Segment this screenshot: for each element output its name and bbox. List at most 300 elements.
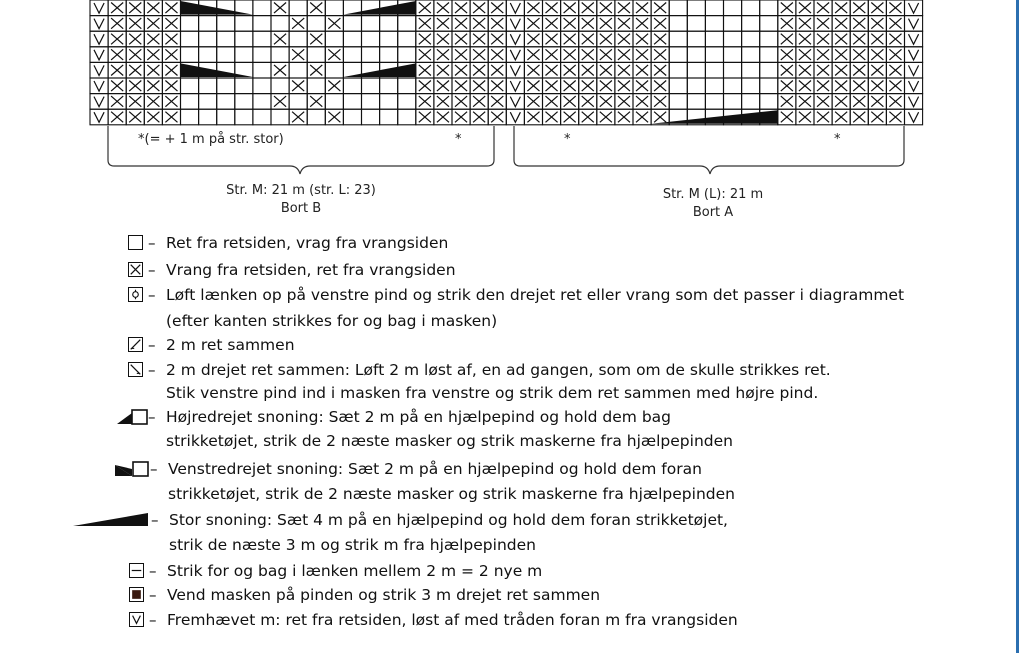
chart-cell (742, 31, 760, 47)
chart-cell (162, 47, 180, 63)
chart-cell (543, 31, 561, 47)
chart-cell (235, 94, 253, 110)
chart-cell (199, 16, 217, 32)
chart-cell (380, 31, 398, 47)
chart-cell (524, 16, 542, 32)
chart-cell (905, 47, 923, 63)
chart-cell (760, 62, 778, 78)
chart-cell (398, 47, 416, 63)
chart-cell (199, 109, 217, 125)
legend-dash: – (148, 286, 156, 304)
legend-text: Stor snoning: Sæt 4 m på en hjælpepind og hold dem foran strikketøjet, (169, 511, 728, 529)
chart-cell (850, 94, 868, 110)
x-square-icon (128, 262, 143, 277)
chart-cell (307, 47, 325, 63)
chart-cell (778, 31, 796, 47)
chart-cell (760, 16, 778, 32)
chart-cell (126, 78, 144, 94)
legend-dash: – (148, 234, 156, 252)
chart-cell (724, 0, 742, 16)
chart-cell (561, 94, 579, 110)
chart-cell (506, 62, 524, 78)
chart-cell (271, 94, 289, 110)
chart-cell (886, 78, 904, 94)
chart-cell (488, 62, 506, 78)
chart-cell (633, 94, 651, 110)
v-square-icon (129, 612, 144, 627)
chart-cell (796, 0, 814, 16)
chart-cell (905, 0, 923, 16)
chart-cell (814, 78, 832, 94)
chart-cell (705, 94, 723, 110)
ssk-icon (128, 362, 143, 377)
chart-cell (90, 47, 108, 63)
chart-cell (724, 62, 742, 78)
chart-cell (434, 31, 452, 47)
chart-cell (597, 0, 615, 16)
chart-cell (289, 62, 307, 78)
chart-cell (597, 62, 615, 78)
chart-cell (905, 16, 923, 32)
chart-cell (488, 31, 506, 47)
chart-cell (271, 31, 289, 47)
chart-cell (687, 0, 705, 16)
chart-cell (868, 0, 886, 16)
chart-cell (561, 0, 579, 16)
bort-b-title: Bort B (280, 201, 322, 216)
chart-cell (687, 47, 705, 63)
chart-cell (814, 47, 832, 63)
chart-cell (651, 62, 669, 78)
chart-cell (452, 109, 470, 125)
legend-text: Vrang fra retsiden, ret fra vrangsiden (166, 261, 456, 279)
chart-cell (470, 31, 488, 47)
chart-cell (579, 16, 597, 32)
chart-cell (398, 78, 416, 94)
chart-cell (832, 78, 850, 94)
size-note: *(= + 1 m på str. stor) (138, 132, 284, 147)
chart-cell (705, 62, 723, 78)
chart-cell (108, 62, 126, 78)
chart-cell (217, 109, 235, 125)
chart-cell (778, 16, 796, 32)
chart-cell (162, 16, 180, 32)
chart-cell (253, 78, 271, 94)
chart-cell (687, 62, 705, 78)
chart-cell (543, 94, 561, 110)
chart-cell (434, 47, 452, 63)
chart-cell (488, 47, 506, 63)
chart-cell (543, 16, 561, 32)
chart-cell (615, 109, 633, 125)
chart-cell (633, 0, 651, 16)
star-mark: * (455, 132, 462, 147)
chart-cell (868, 16, 886, 32)
star-mark: * (564, 132, 571, 147)
legend-dash: – (149, 611, 157, 629)
chart-cell (868, 31, 886, 47)
chart-cell (108, 78, 126, 94)
legend-text: Vend masken på pinden og strik 3 m drejet ret sammen (167, 586, 601, 604)
right-cable-icon (116, 409, 150, 425)
legend-text: 2 m ret sammen (166, 336, 295, 354)
chart-cell (488, 0, 506, 16)
chart-cell (724, 47, 742, 63)
chart-cell (235, 78, 253, 94)
chart-cell (705, 31, 723, 47)
chart-cell (253, 16, 271, 32)
chart-cell (90, 31, 108, 47)
chart-cell (434, 94, 452, 110)
chart-cell (452, 31, 470, 47)
chart-cell (524, 62, 542, 78)
chart-cell (162, 109, 180, 125)
chart-cell (850, 47, 868, 63)
legend-text: Strik for og bag i lænken mellem 2 m = 2 nye m (167, 562, 543, 580)
chart-cell (615, 62, 633, 78)
chart-cell (416, 109, 434, 125)
chart-cell (579, 62, 597, 78)
chart-cell (561, 62, 579, 78)
chart-cell (289, 31, 307, 47)
chart-cell (814, 16, 832, 32)
chart-cell (343, 16, 361, 32)
chart-cell (362, 47, 380, 63)
chart-cell (289, 78, 307, 94)
chart-cell (724, 31, 742, 47)
chart-cell (289, 0, 307, 16)
chart-cell (796, 47, 814, 63)
chart-cell (434, 109, 452, 125)
legend-text-cont: strikketøjet, strik de 2 næste masker og strik maskerne fra hjælpepinden (168, 485, 735, 503)
chart-cell (307, 94, 325, 110)
chart-cell (217, 94, 235, 110)
star-mark: * (834, 132, 841, 147)
chart-cell (669, 0, 687, 16)
bort-a-title: Bort A (692, 205, 734, 220)
chart-cell (651, 16, 669, 32)
chart-cell (199, 78, 217, 94)
chart-cell (307, 109, 325, 125)
chart-cell (217, 31, 235, 47)
chart-cell (669, 31, 687, 47)
chart-cell (126, 62, 144, 78)
legend-text-cont: Stik venstre pind ind i masken fra venstre og strik dem ret sammen med højre pind. (166, 384, 819, 402)
chart-cell (398, 16, 416, 32)
chart-cell (325, 78, 343, 94)
chart-cell (452, 78, 470, 94)
chart-cell (325, 109, 343, 125)
legend-dash: – (151, 511, 159, 529)
chart-cell (271, 62, 289, 78)
chart-cell (108, 94, 126, 110)
chart-cell (108, 16, 126, 32)
chart-cell (380, 109, 398, 125)
chart-cell (398, 31, 416, 47)
chart-cell (561, 109, 579, 125)
legend-text-cont: strikketøjet, strik de 2 næste masker og strik maskerne fra hjælpepinden (166, 432, 733, 450)
chart-cell (181, 47, 199, 63)
chart-cell (886, 16, 904, 32)
chart-cell (452, 0, 470, 16)
chart-cell (597, 94, 615, 110)
chart-cell (434, 78, 452, 94)
chart-cell (579, 0, 597, 16)
chart-cell (126, 31, 144, 47)
legend-item-k2tog (0, 334, 1010, 356)
increase-icon (129, 563, 144, 578)
chart-cell (905, 31, 923, 47)
left-cable-icon (114, 461, 150, 477)
chart-cell (470, 78, 488, 94)
legend-text: Højredrejet snoning: Sæt 2 m på en hjælpepind og hold dem bag (166, 408, 671, 426)
chart-cell (362, 16, 380, 32)
legend-text: Ret fra retsiden, vrag fra vrangsiden (166, 234, 449, 252)
chart-cell (651, 0, 669, 16)
chart-cell (144, 78, 162, 94)
chart-cell (742, 62, 760, 78)
chart-cell (144, 94, 162, 110)
chart-cell (543, 47, 561, 63)
legend-item-slipped (0, 609, 1010, 631)
chart-cell (126, 47, 144, 63)
chart-cell (253, 47, 271, 63)
chart-cell (271, 47, 289, 63)
chart-cell (307, 31, 325, 47)
chart-cell (144, 0, 162, 16)
chart-cell (724, 16, 742, 32)
chart-cell (524, 31, 542, 47)
chart-cell (814, 31, 832, 47)
chart-cell (742, 94, 760, 110)
chart-cell (742, 0, 760, 16)
chart-cell (470, 0, 488, 16)
chart-cell (452, 16, 470, 32)
chart-cell (144, 16, 162, 32)
chart-cell (90, 94, 108, 110)
chart-cell (217, 78, 235, 94)
legend-dash: – (148, 336, 156, 354)
chart-cell (506, 16, 524, 32)
chart-cell (742, 16, 760, 32)
chart-cell (687, 16, 705, 32)
chart-cell (814, 94, 832, 110)
chart-cell (597, 31, 615, 47)
twisted-stitch-icon (128, 287, 143, 302)
chart-cell (814, 0, 832, 16)
chart-cell (235, 31, 253, 47)
chart-cell (181, 94, 199, 110)
chart-cell (416, 47, 434, 63)
chart-cell (90, 62, 108, 78)
legend-item-right-cable (0, 406, 1010, 428)
chart-cell (633, 47, 651, 63)
chart-cell (235, 47, 253, 63)
chart-cell (416, 94, 434, 110)
chart-cell (307, 0, 325, 16)
chart-cell (524, 0, 542, 16)
chart-cell (633, 16, 651, 32)
chart-cell (416, 0, 434, 16)
chart-cell (760, 94, 778, 110)
legend-text: Løft lænken op på venstre pind og strik den drejet ret eller vrang som det passer i diagrammet (166, 286, 905, 304)
chart-cell (362, 109, 380, 125)
chart-cell (905, 109, 923, 125)
cable-wedge (651, 110, 778, 124)
chart-cell (470, 94, 488, 110)
chart-cell (579, 94, 597, 110)
legend-dash: – (150, 460, 158, 478)
chart-cell (651, 94, 669, 110)
chart-cell (850, 62, 868, 78)
chart-cell (470, 47, 488, 63)
legend-text: Fremhævet m: ret fra retsiden, løst af med tråden foran m fra vrangsiden (167, 611, 738, 629)
chart-cell (380, 94, 398, 110)
chart-cell (669, 94, 687, 110)
chart-cell (796, 78, 814, 94)
chart-cell (524, 47, 542, 63)
legend-text: 2 m drejet ret sammen: Løft 2 m løst af, en ad gangen, som om de skulle strikkes ret. (166, 361, 831, 379)
chart-cell (778, 78, 796, 94)
chart-cell (850, 78, 868, 94)
chart-cell (651, 47, 669, 63)
chart-cell (434, 16, 452, 32)
chart-cell (343, 31, 361, 47)
chart-cell (778, 94, 796, 110)
chart-cell (886, 62, 904, 78)
chart-cell (271, 0, 289, 16)
chart-cell (506, 78, 524, 94)
knitting-chart (0, 0, 1024, 220)
chart-cell (343, 109, 361, 125)
chart-cell (597, 109, 615, 125)
chart-cell (380, 78, 398, 94)
chart-cell (488, 94, 506, 110)
chart-cell (615, 31, 633, 47)
chart-cell (325, 94, 343, 110)
chart-cell (144, 109, 162, 125)
chart-cell (561, 47, 579, 63)
chart-cell (543, 62, 561, 78)
chart-cell (886, 94, 904, 110)
chart-cell (271, 78, 289, 94)
chart-cell (760, 31, 778, 47)
legend-dash: – (148, 361, 156, 379)
chart-cell (886, 31, 904, 47)
chart-cell (488, 78, 506, 94)
chart-cell (615, 47, 633, 63)
chart-cell (705, 47, 723, 63)
chart-cell (850, 31, 868, 47)
bort-a-size-label: Str. M (L): 21 m (662, 187, 764, 202)
chart-cell (778, 109, 796, 125)
chart-cell (832, 31, 850, 47)
chart-cell (90, 109, 108, 125)
chart-cell (380, 47, 398, 63)
chart-cell (633, 109, 651, 125)
chart-cell (217, 16, 235, 32)
chart-cell (289, 94, 307, 110)
chart-cell (362, 31, 380, 47)
chart-cell (162, 78, 180, 94)
chart-cell (886, 109, 904, 125)
brace-bort-a (514, 126, 904, 174)
chart-cell (506, 31, 524, 47)
chart-cell (543, 78, 561, 94)
chart-cell (199, 47, 217, 63)
chart-cell (832, 94, 850, 110)
chart-cell (579, 47, 597, 63)
chart-cell (796, 16, 814, 32)
chart-cell (669, 47, 687, 63)
chart-cell (579, 109, 597, 125)
chart-cell (561, 31, 579, 47)
chart-cell (868, 62, 886, 78)
chart-cell (886, 47, 904, 63)
chart-cell (343, 47, 361, 63)
chart-cell (633, 31, 651, 47)
chart-cell (760, 47, 778, 63)
big-cable-icon (72, 511, 150, 527)
chart-cell (253, 109, 271, 125)
chart-cell (362, 94, 380, 110)
chart-cell (488, 109, 506, 125)
chart-cell (742, 47, 760, 63)
chart-cell (506, 47, 524, 63)
chart-cell (868, 78, 886, 94)
chart-cell (796, 31, 814, 47)
chart-cell (669, 62, 687, 78)
chart-cell (325, 31, 343, 47)
chart-cell (181, 109, 199, 125)
chart-cell (434, 62, 452, 78)
chart-cell (814, 62, 832, 78)
chart-cell (488, 16, 506, 32)
chart-cell (832, 109, 850, 125)
legend-item-big-cable (0, 509, 1010, 531)
chart-cell (343, 94, 361, 110)
chart-cell (524, 109, 542, 125)
chart-cell (905, 78, 923, 94)
chart-cell (651, 31, 669, 47)
chart-cell (162, 0, 180, 16)
chart-cell (832, 16, 850, 32)
chart-cell (181, 16, 199, 32)
chart-cell (217, 47, 235, 63)
chart-cell (850, 16, 868, 32)
chart-cell (705, 0, 723, 16)
chart-cell (434, 0, 452, 16)
chart-cell (253, 94, 271, 110)
chart-cell (108, 109, 126, 125)
chart-cell (416, 78, 434, 94)
chart-cell (144, 31, 162, 47)
legend-item-ssk (0, 359, 1010, 381)
chart-cell (452, 47, 470, 63)
chart-cell (832, 47, 850, 63)
chart-cell (343, 78, 361, 94)
bort-b-size-label: Str. M: 21 m (str. L: 23) (226, 183, 376, 198)
legend-text: Venstredrejet snoning: Sæt 2 m på en hjælpepind og hold dem foran (168, 460, 702, 478)
chart-cell (289, 16, 307, 32)
chart-cell (615, 16, 633, 32)
chart-cell (886, 0, 904, 16)
chart-cell (579, 31, 597, 47)
chart-cell (144, 47, 162, 63)
chart-cell (687, 94, 705, 110)
chart-cell (868, 47, 886, 63)
chart-cell (181, 31, 199, 47)
